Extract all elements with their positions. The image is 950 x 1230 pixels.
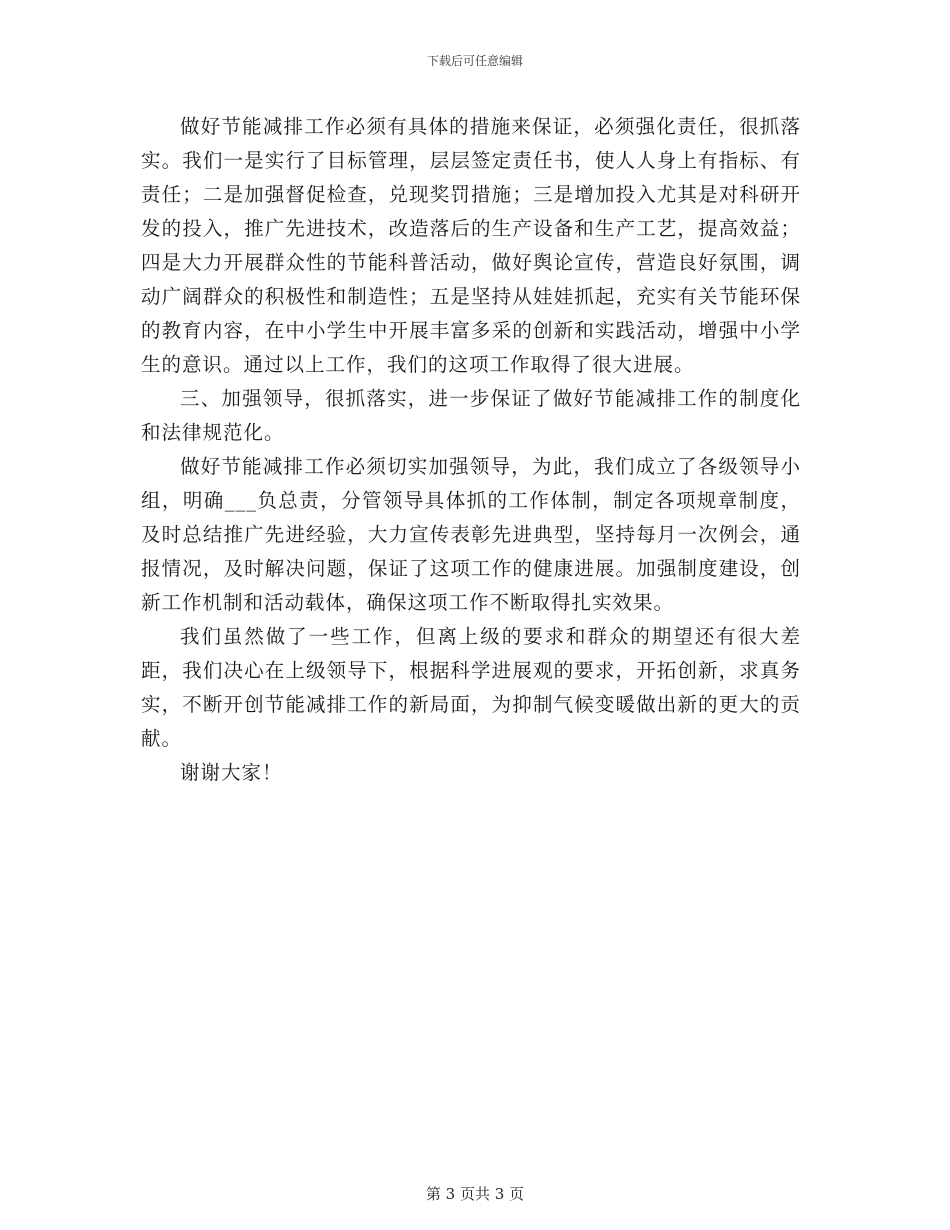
page-header-note: 下载后可任意编辑 xyxy=(426,54,523,68)
paragraph-conclusion: 我们虽然做了一些工作，但离上级的要求和群众的期望还有很大差距，我们决心在上级领导下，根据科学进展观的要求，开拓创新，求真务实，不断开创节能减排工作的新局面，为抑制气候变暖做出新的更大的贡献。 xyxy=(141,625,801,750)
paragraph-section-three-heading: 三、加强领导，很抓落实，进一步保证了做好节能减排工作的制度化和法律规范化。 xyxy=(141,387,801,444)
paragraph-thanks: 谢谢大家！ xyxy=(180,761,283,784)
page-number-footer: 第 3 页共 3 页 xyxy=(425,1185,525,1203)
document-body xyxy=(141,110,801,790)
paragraph-measures: 做好节能减排工作必须有具体的措施来保证，必须强化责任，很抓落实。我们一是实行了目标管理，层层签定责任书，使人人身上有指标、有责任；二是加强督促检查，兑现奖罚措施；三是增加投入尤其是对科研开发的投入，推广先进技术，改造落后的生产设备和生产工艺，提高效益；四是大力开展群众性的节能科普活动，做好舆论宣传，营造良好氛围，调动广阔群众的积极性和制造性；五是坚持从娃娃抓起，充实有关节能环保的教育内容，在中小学生中开展丰富多采的创新和实践活动，增强中小学生的意识。通过以上工作，我们的这项工作取得了很大进展。 xyxy=(141,115,801,376)
paragraph-leadership: 做好节能减排工作必须切实加强领导，为此，我们成立了各级领导小组，明确___负总责，分管领导具体抓的工作体制，制定各项规章制度，及时总结推广先进经验，大力宣传表彰先进典型，坚持每月一次例会，通报情况，及时解决问题，保证了这项工作的健康进展。加强制度建设，创新工作机制和活动载体，确保这项工作不断取得扎实效果。 xyxy=(141,455,801,614)
